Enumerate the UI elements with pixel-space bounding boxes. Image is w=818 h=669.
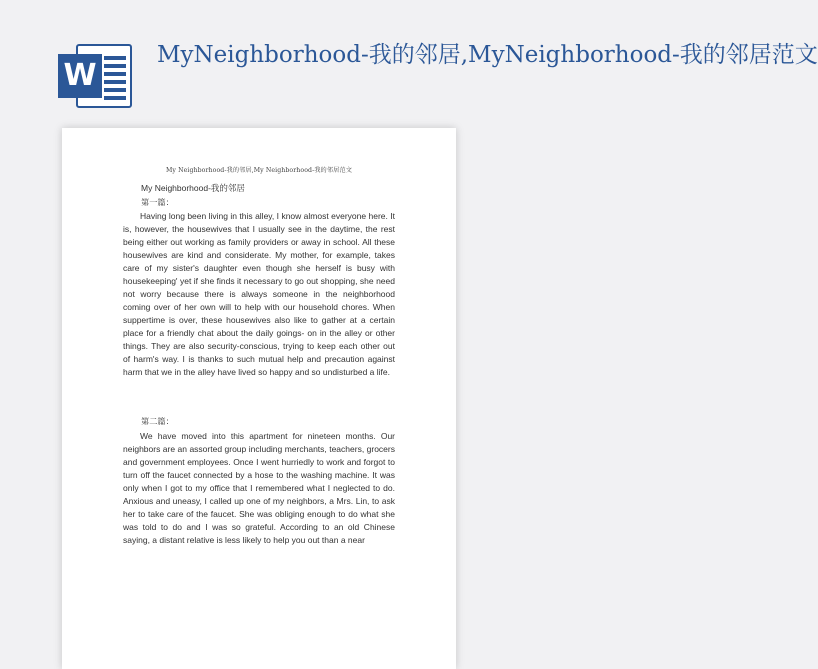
section-heading-2: 第二篇： — [141, 417, 174, 426]
document-banner — [0, 0, 818, 125]
page-header: My Neighborhood-我的邻居,My Neighborhood-我的邻居范文 — [166, 167, 352, 174]
document-page — [62, 128, 456, 669]
section-paragraph-1: Having long been living in this alley, I know almost everyone here. It is, however, the housewives that I usually see in the daytime, the rest being either out working as family providers or away in school. All these housewives are kind and considerate. My mother, for example, takes care of my sister's daughter even though she herself is busy with housekeeping' yet if she finds it necessary to go out shopping, she need not worry because there is always someone in the neighborhood coming over of her own will to help with our household chores. When suppertime is over, these housewives also like to gather at a certain place for a friendly chat about the daily goings- on in the alley or other things. They are also security-conscious, trying to keep each other out of harm's way. I is thanks to such mutual help and precaution against harm that we in the alley have lived so happy and so undisturbed a life. — [123, 211, 395, 377]
section-heading-1: 第一篇： — [141, 198, 174, 207]
word-letter-icon: W — [58, 54, 102, 98]
document-title-banner: MyNeighborhood-我的邻居,MyNeighborhood-我的邻居范文 — [157, 42, 818, 68]
page-title: My Neighborhood-我的邻居 — [141, 183, 245, 193]
word-document-icon — [58, 40, 136, 112]
section-paragraph-2: We have moved into this apartment for nineteen months. Our neighbors are an assorted group including merchants, teachers, grocers and government employees. Once I went hurriedly to work and forgot to turn off the faucet connected by a hose to the washing machine. It was only when I got to my office that I remembered what I neglected to do. Anxious and uneasy, I called up one of my neighbors, a Mrs. Lin, to ask her to take care of the faucet. She was obliging enough to do what she was told to do and I was so grateful. According to an old Chinese saying, a distant relative is less likely to help you out than a near — [123, 431, 395, 545]
